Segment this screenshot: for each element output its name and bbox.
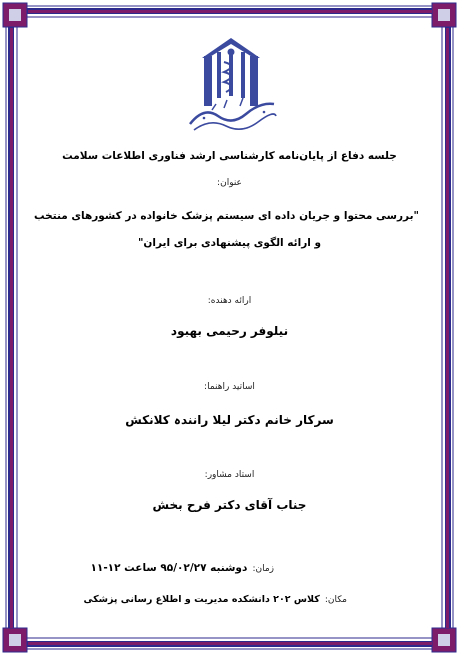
topic-line-2: و ارائه الگوی پیشنهادی برای ایران" xyxy=(137,237,322,249)
time-label: زمان: xyxy=(252,564,274,574)
time-value: دوشنبه ۹۵/۰۲/۲۷ ساعت ۱۲-۱۱ xyxy=(90,562,248,574)
presenter-name: نیلوفر رحیمی بهبود xyxy=(170,324,289,338)
presenter-label: ارائه دهنده: xyxy=(207,296,252,306)
topic-line-1: "بررسی محتوا و جریان داده ای سیستم پزشک خانواده در کشورهای منتخب xyxy=(34,210,419,222)
university-logo xyxy=(184,34,278,134)
place-label: مکان: xyxy=(324,595,347,605)
advisor-label: استاد مشاور: xyxy=(204,470,255,480)
supervisors-name: سرکار خانم دکتر لیلا رانندہ کلانکش xyxy=(125,413,334,427)
defense-title: جلسه دفاع از پایان‌نامه کارشناسی ارشد فناوری اطلاعات سلامت xyxy=(62,150,397,162)
topic-label: عنوان: xyxy=(217,178,242,188)
place-row xyxy=(84,587,347,606)
place-value: کلاس ۲۰۲ دانشکده مدیریت و اطلاع رسانی پزشکی xyxy=(83,594,320,605)
supervisors-label: اساتید راهنما: xyxy=(204,382,255,392)
time-row xyxy=(90,556,274,575)
advisor-name: جناب آقای دکتر فرح بخش xyxy=(152,498,307,512)
